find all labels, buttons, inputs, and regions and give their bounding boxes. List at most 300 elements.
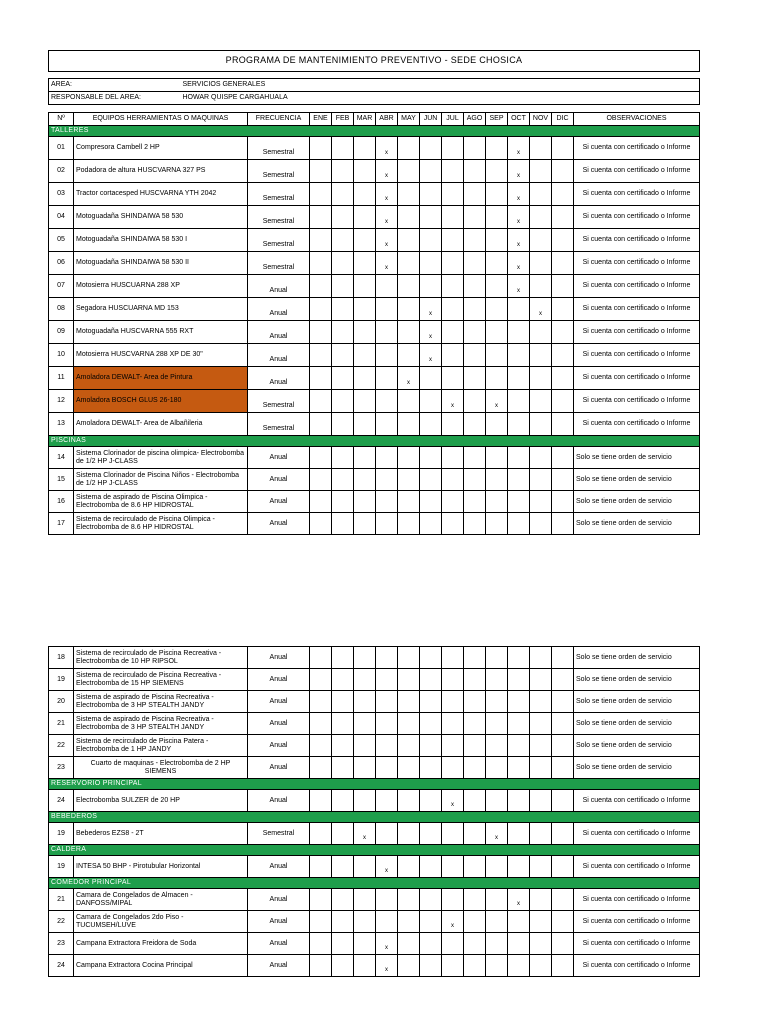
month-cell-may <box>398 390 420 413</box>
row-number: 24 <box>49 955 74 977</box>
month-cell-dic <box>552 691 574 713</box>
month-cell-ago <box>464 321 486 344</box>
equipment-name: Motoguadaña HUSCVARNA 555 RXT <box>74 321 248 344</box>
equipment-name: Campana Extractora Cocina Principal <box>74 955 248 977</box>
month-cell-nov <box>530 713 552 735</box>
equipment-name: Motosierra HUSCVARNA 288 XP DE 30" <box>74 344 248 367</box>
frequency: Anual <box>248 298 310 321</box>
month-cell-nov <box>530 252 552 275</box>
equipment-name: Electrobomba SULZER de 20 HP <box>74 790 248 812</box>
month-cell-abr: x <box>376 856 398 878</box>
month-cell-feb <box>332 469 354 491</box>
month-cell-mar <box>354 229 376 252</box>
month-cell-jul <box>442 321 464 344</box>
month-cell-sep <box>486 713 508 735</box>
month-cell-feb <box>332 669 354 691</box>
observation: Si cuenta con certificado o Informe <box>574 911 700 933</box>
frequency: Anual <box>248 757 310 779</box>
month-cell-jun <box>420 889 442 911</box>
frequency: Anual <box>248 856 310 878</box>
month-cell-sep <box>486 321 508 344</box>
month-cell-ene <box>310 252 332 275</box>
month-cell-abr: x <box>376 137 398 160</box>
section-title: CALDERA <box>49 845 700 856</box>
month-cell-may <box>398 137 420 160</box>
month-cell-abr <box>376 367 398 390</box>
equipment-name: Sistema de recirculado de Piscina Patera - Electrobomba de 1 HP JANDY <box>74 735 248 757</box>
equipment-name: Compresora Cambell 2 HP <box>74 137 248 160</box>
month-cell-ago <box>464 823 486 845</box>
month-cell-mar <box>354 735 376 757</box>
month-cell-ago <box>464 137 486 160</box>
maintenance-table-bottom <box>48 646 700 977</box>
observation: Solo se tiene orden de servicio <box>574 691 700 713</box>
month-cell-abr: x <box>376 160 398 183</box>
month-cell-feb <box>332 206 354 229</box>
month-cell-ene <box>310 447 332 469</box>
month-cell-nov <box>530 321 552 344</box>
observation: Si cuenta con certificado o Informe <box>574 206 700 229</box>
month-cell-ago <box>464 275 486 298</box>
row-number: 11 <box>49 367 74 390</box>
month-cell-ene <box>310 955 332 977</box>
month-cell-abr: x <box>376 229 398 252</box>
month-cell-ene <box>310 856 332 878</box>
month-cell-nov <box>530 390 552 413</box>
area-value: SERVICIOS GENERALES <box>181 79 700 92</box>
month-cell-oct: x <box>508 160 530 183</box>
month-cell-dic <box>552 469 574 491</box>
month-cell-ago <box>464 513 486 535</box>
observation: Solo se tiene orden de servicio <box>574 447 700 469</box>
equipment-name: Podadora de altura HUSCVARNA 327 PS <box>74 160 248 183</box>
month-cell-ene <box>310 757 332 779</box>
equipment-name: Segadora HUSCUARNA MD 153 <box>74 298 248 321</box>
month-cell-jun: x <box>420 344 442 367</box>
month-cell-ene <box>310 321 332 344</box>
header-month-jul: JUL <box>442 113 464 126</box>
month-cell-jun <box>420 691 442 713</box>
month-cell-oct <box>508 321 530 344</box>
month-cell-feb <box>332 344 354 367</box>
month-cell-may <box>398 183 420 206</box>
table-row <box>49 206 700 229</box>
header-month-abr: ABR <box>376 113 398 126</box>
frequency: Semestral <box>248 206 310 229</box>
month-cell-oct: x <box>508 889 530 911</box>
table-row <box>49 298 700 321</box>
month-cell-mar <box>354 513 376 535</box>
month-cell-ene <box>310 823 332 845</box>
month-cell-may <box>398 669 420 691</box>
month-cell-jun <box>420 491 442 513</box>
month-cell-dic <box>552 160 574 183</box>
month-cell-mar <box>354 713 376 735</box>
month-cell-mar <box>354 955 376 977</box>
month-cell-mar <box>354 447 376 469</box>
month-cell-oct <box>508 669 530 691</box>
month-cell-ago <box>464 735 486 757</box>
month-cell-jun <box>420 933 442 955</box>
month-cell-abr: x <box>376 206 398 229</box>
month-cell-mar <box>354 469 376 491</box>
month-cell-mar <box>354 183 376 206</box>
frequency: Anual <box>248 513 310 535</box>
section-row <box>49 126 700 137</box>
month-cell-feb <box>332 735 354 757</box>
month-cell-nov <box>530 491 552 513</box>
month-cell-jul <box>442 447 464 469</box>
month-cell-sep <box>486 206 508 229</box>
month-cell-may <box>398 691 420 713</box>
month-cell-mar <box>354 647 376 669</box>
frequency: Anual <box>248 275 310 298</box>
frequency: Anual <box>248 713 310 735</box>
month-cell-jun <box>420 137 442 160</box>
equipment-name: Sistema de recirculado de Piscina Olimpica - Electrobomba de 8.6 HP HIDROSTAL <box>74 513 248 535</box>
month-cell-nov <box>530 513 552 535</box>
month-cell-sep <box>486 790 508 812</box>
row-number: 02 <box>49 160 74 183</box>
month-cell-jun <box>420 713 442 735</box>
observation: Si cuenta con certificado o Informe <box>574 229 700 252</box>
month-cell-jul: x <box>442 790 464 812</box>
month-cell-sep <box>486 955 508 977</box>
month-cell-jul: x <box>442 911 464 933</box>
equipment-name: Cuarto de maquinas - Electrobomba de 2 HP SIEMENS <box>74 757 248 779</box>
month-cell-oct: x <box>508 252 530 275</box>
row-number: 14 <box>49 447 74 469</box>
month-cell-mar <box>354 856 376 878</box>
table-row <box>49 469 700 491</box>
table-row <box>49 275 700 298</box>
month-cell-ene <box>310 390 332 413</box>
month-cell-feb <box>332 691 354 713</box>
month-cell-jul <box>442 275 464 298</box>
observation: Si cuenta con certificado o Informe <box>574 344 700 367</box>
row-number: 06 <box>49 252 74 275</box>
month-cell-dic <box>552 911 574 933</box>
month-cell-mar <box>354 275 376 298</box>
row-number: 10 <box>49 344 74 367</box>
observation: Si cuenta con certificado o Informe <box>574 823 700 845</box>
month-cell-may <box>398 647 420 669</box>
table-row <box>49 955 700 977</box>
month-cell-dic <box>552 823 574 845</box>
month-cell-sep <box>486 137 508 160</box>
month-cell-may <box>398 933 420 955</box>
month-cell-jul <box>442 647 464 669</box>
month-cell-nov <box>530 790 552 812</box>
observation: Solo se tiene orden de servicio <box>574 735 700 757</box>
month-cell-jul <box>442 933 464 955</box>
table-row <box>49 252 700 275</box>
month-cell-sep <box>486 252 508 275</box>
month-cell-may <box>398 790 420 812</box>
header-month-nov: NOV <box>530 113 552 126</box>
month-cell-dic <box>552 735 574 757</box>
month-cell-feb <box>332 183 354 206</box>
month-cell-ene <box>310 183 332 206</box>
month-cell-feb <box>332 513 354 535</box>
month-cell-may <box>398 823 420 845</box>
frequency: Anual <box>248 911 310 933</box>
month-cell-abr <box>376 889 398 911</box>
month-cell-may <box>398 856 420 878</box>
table-row <box>49 447 700 469</box>
month-cell-jul <box>442 955 464 977</box>
month-cell-mar <box>354 137 376 160</box>
month-cell-feb <box>332 229 354 252</box>
observation: Si cuenta con certificado o Informe <box>574 252 700 275</box>
header-month-mar: MAR <box>354 113 376 126</box>
month-cell-may <box>398 275 420 298</box>
observation: Solo se tiene orden de servicio <box>574 491 700 513</box>
month-cell-jul <box>442 469 464 491</box>
row-number: 23 <box>49 933 74 955</box>
month-cell-oct <box>508 413 530 436</box>
observation: Si cuenta con certificado o Informe <box>574 889 700 911</box>
month-cell-mar <box>354 757 376 779</box>
month-cell-ene <box>310 298 332 321</box>
month-cell-ene <box>310 160 332 183</box>
month-cell-sep <box>486 735 508 757</box>
row-number: 19 <box>49 669 74 691</box>
observation: Si cuenta con certificado o Informe <box>574 321 700 344</box>
month-cell-jun <box>420 229 442 252</box>
month-cell-oct: x <box>508 183 530 206</box>
row-number: 15 <box>49 469 74 491</box>
equipment-name: Sistema de aspirado de Piscina Olimpica - Electrobomba de 8.6 HP HIDROSTAL <box>74 491 248 513</box>
month-cell-sep <box>486 889 508 911</box>
table-row <box>49 790 700 812</box>
month-cell-may <box>398 413 420 436</box>
observation: Si cuenta con certificado o Informe <box>574 137 700 160</box>
month-cell-mar <box>354 344 376 367</box>
header-month-ene: ENE <box>310 113 332 126</box>
month-cell-feb <box>332 933 354 955</box>
section-row <box>49 812 700 823</box>
row-number: 13 <box>49 413 74 436</box>
month-cell-jun <box>420 856 442 878</box>
observation: Si cuenta con certificado o Informe <box>574 955 700 977</box>
month-cell-mar <box>354 911 376 933</box>
row-number: 21 <box>49 889 74 911</box>
month-cell-may <box>398 469 420 491</box>
frequency: Semestral <box>248 823 310 845</box>
month-cell-jul <box>442 229 464 252</box>
row-number: 22 <box>49 735 74 757</box>
row-number: 20 <box>49 691 74 713</box>
month-cell-mar: x <box>354 823 376 845</box>
month-cell-oct <box>508 344 530 367</box>
month-cell-oct <box>508 469 530 491</box>
table-row <box>49 735 700 757</box>
month-cell-oct <box>508 911 530 933</box>
row-number: 19 <box>49 823 74 845</box>
month-cell-ene <box>310 137 332 160</box>
row-number: 07 <box>49 275 74 298</box>
row-number: 12 <box>49 390 74 413</box>
month-cell-feb <box>332 713 354 735</box>
month-cell-dic <box>552 713 574 735</box>
month-cell-abr: x <box>376 955 398 977</box>
month-cell-jul <box>442 252 464 275</box>
section-title: RESERVORIO PRINCIPAL <box>49 779 700 790</box>
table-row <box>49 491 700 513</box>
month-cell-jun <box>420 823 442 845</box>
month-cell-oct <box>508 713 530 735</box>
month-cell-jul <box>442 367 464 390</box>
month-cell-nov <box>530 647 552 669</box>
row-number: 08 <box>49 298 74 321</box>
month-cell-abr <box>376 713 398 735</box>
month-cell-dic <box>552 955 574 977</box>
month-cell-nov <box>530 206 552 229</box>
month-cell-may <box>398 955 420 977</box>
month-cell-abr <box>376 691 398 713</box>
month-cell-dic <box>552 669 574 691</box>
frequency: Anual <box>248 367 310 390</box>
month-cell-mar <box>354 390 376 413</box>
month-cell-may <box>398 447 420 469</box>
month-cell-jul <box>442 513 464 535</box>
month-cell-oct <box>508 735 530 757</box>
month-cell-jul <box>442 491 464 513</box>
month-cell-feb <box>332 367 354 390</box>
header-month-dic: DIC <box>552 113 574 126</box>
month-cell-jun <box>420 206 442 229</box>
month-cell-sep <box>486 298 508 321</box>
equipment-name: Amoladora BOSCH GLUS 26-180 <box>74 390 248 413</box>
month-cell-ago <box>464 790 486 812</box>
equipment-name: Tractor cortacesped HUSCVARNA YTH 2042 <box>74 183 248 206</box>
month-cell-oct <box>508 757 530 779</box>
month-cell-ene <box>310 413 332 436</box>
month-cell-jun <box>420 367 442 390</box>
observation: Solo se tiene orden de servicio <box>574 513 700 535</box>
month-cell-dic <box>552 390 574 413</box>
month-cell-oct <box>508 955 530 977</box>
month-cell-sep <box>486 691 508 713</box>
month-cell-abr: x <box>376 183 398 206</box>
frequency: Anual <box>248 447 310 469</box>
table-row <box>49 160 700 183</box>
header-month-may: MAY <box>398 113 420 126</box>
frequency: Semestral <box>248 390 310 413</box>
observation: Solo se tiene orden de servicio <box>574 713 700 735</box>
frequency: Anual <box>248 691 310 713</box>
header-month-sep: SEP <box>486 113 508 126</box>
month-cell-nov <box>530 933 552 955</box>
month-cell-feb <box>332 955 354 977</box>
month-cell-ago <box>464 911 486 933</box>
month-cell-sep <box>486 647 508 669</box>
month-cell-dic <box>552 757 574 779</box>
month-cell-ene <box>310 229 332 252</box>
month-cell-sep: x <box>486 390 508 413</box>
section-row <box>49 878 700 889</box>
month-cell-sep <box>486 757 508 779</box>
month-cell-ago <box>464 229 486 252</box>
month-cell-may <box>398 206 420 229</box>
equipment-name: Sistema de recirculado de Piscina Recreativa - Electrobomba de 15 HP SIEMENS <box>74 669 248 691</box>
month-cell-dic <box>552 790 574 812</box>
month-cell-oct <box>508 823 530 845</box>
section-row <box>49 436 700 447</box>
month-cell-feb <box>332 911 354 933</box>
equipment-name: Sistema de recirculado de Piscina Recreativa - Electrobomba de 10 HP RIPSOL <box>74 647 248 669</box>
month-cell-nov <box>530 889 552 911</box>
month-cell-oct <box>508 390 530 413</box>
month-cell-jun <box>420 955 442 977</box>
row-number: 01 <box>49 137 74 160</box>
month-cell-feb <box>332 321 354 344</box>
row-number: 17 <box>49 513 74 535</box>
observation: Solo se tiene orden de servicio <box>574 669 700 691</box>
month-cell-jun <box>420 183 442 206</box>
month-cell-ago <box>464 669 486 691</box>
month-cell-abr <box>376 647 398 669</box>
month-cell-jul <box>442 298 464 321</box>
equipment-name: Motoguadaña SHINDAIWA 58 530 I <box>74 229 248 252</box>
month-cell-nov <box>530 137 552 160</box>
frequency: Anual <box>248 790 310 812</box>
table-row <box>49 889 700 911</box>
equipment-name: Sistema de aspirado de Piscina Recreativa - Electrobomba de 3 HP STEALTH JANDY <box>74 691 248 713</box>
month-cell-jul <box>442 889 464 911</box>
header-month-feb: FEB <box>332 113 354 126</box>
month-cell-ene <box>310 933 332 955</box>
month-cell-ago <box>464 413 486 436</box>
table-row <box>49 413 700 436</box>
month-cell-oct: x <box>508 229 530 252</box>
month-cell-ago <box>464 298 486 321</box>
equipment-name: Motosierra HUSCUARNA 288 XP <box>74 275 248 298</box>
month-cell-feb <box>332 447 354 469</box>
month-cell-mar <box>354 206 376 229</box>
month-cell-nov <box>530 447 552 469</box>
month-cell-jul <box>442 735 464 757</box>
month-cell-ago <box>464 252 486 275</box>
month-cell-ago <box>464 491 486 513</box>
month-cell-abr: x <box>376 933 398 955</box>
month-cell-oct <box>508 790 530 812</box>
month-cell-nov <box>530 757 552 779</box>
month-cell-feb <box>332 298 354 321</box>
month-cell-jul <box>442 183 464 206</box>
row-number: 04 <box>49 206 74 229</box>
month-cell-ago <box>464 206 486 229</box>
month-cell-jul <box>442 823 464 845</box>
table-header-row <box>49 113 700 126</box>
frequency: Anual <box>248 344 310 367</box>
month-cell-ago <box>464 447 486 469</box>
month-cell-ago <box>464 647 486 669</box>
month-cell-may <box>398 491 420 513</box>
month-cell-abr <box>376 344 398 367</box>
title-box <box>48 50 700 72</box>
month-cell-oct <box>508 647 530 669</box>
observation: Solo se tiene orden de servicio <box>574 469 700 491</box>
month-cell-may: x <box>398 367 420 390</box>
area-info <box>48 78 700 105</box>
month-cell-dic <box>552 856 574 878</box>
equipment-name: Motoguadaña SHINDAIWA 58 530 <box>74 206 248 229</box>
month-cell-nov <box>530 413 552 436</box>
month-cell-sep <box>486 911 508 933</box>
month-cell-nov <box>530 275 552 298</box>
